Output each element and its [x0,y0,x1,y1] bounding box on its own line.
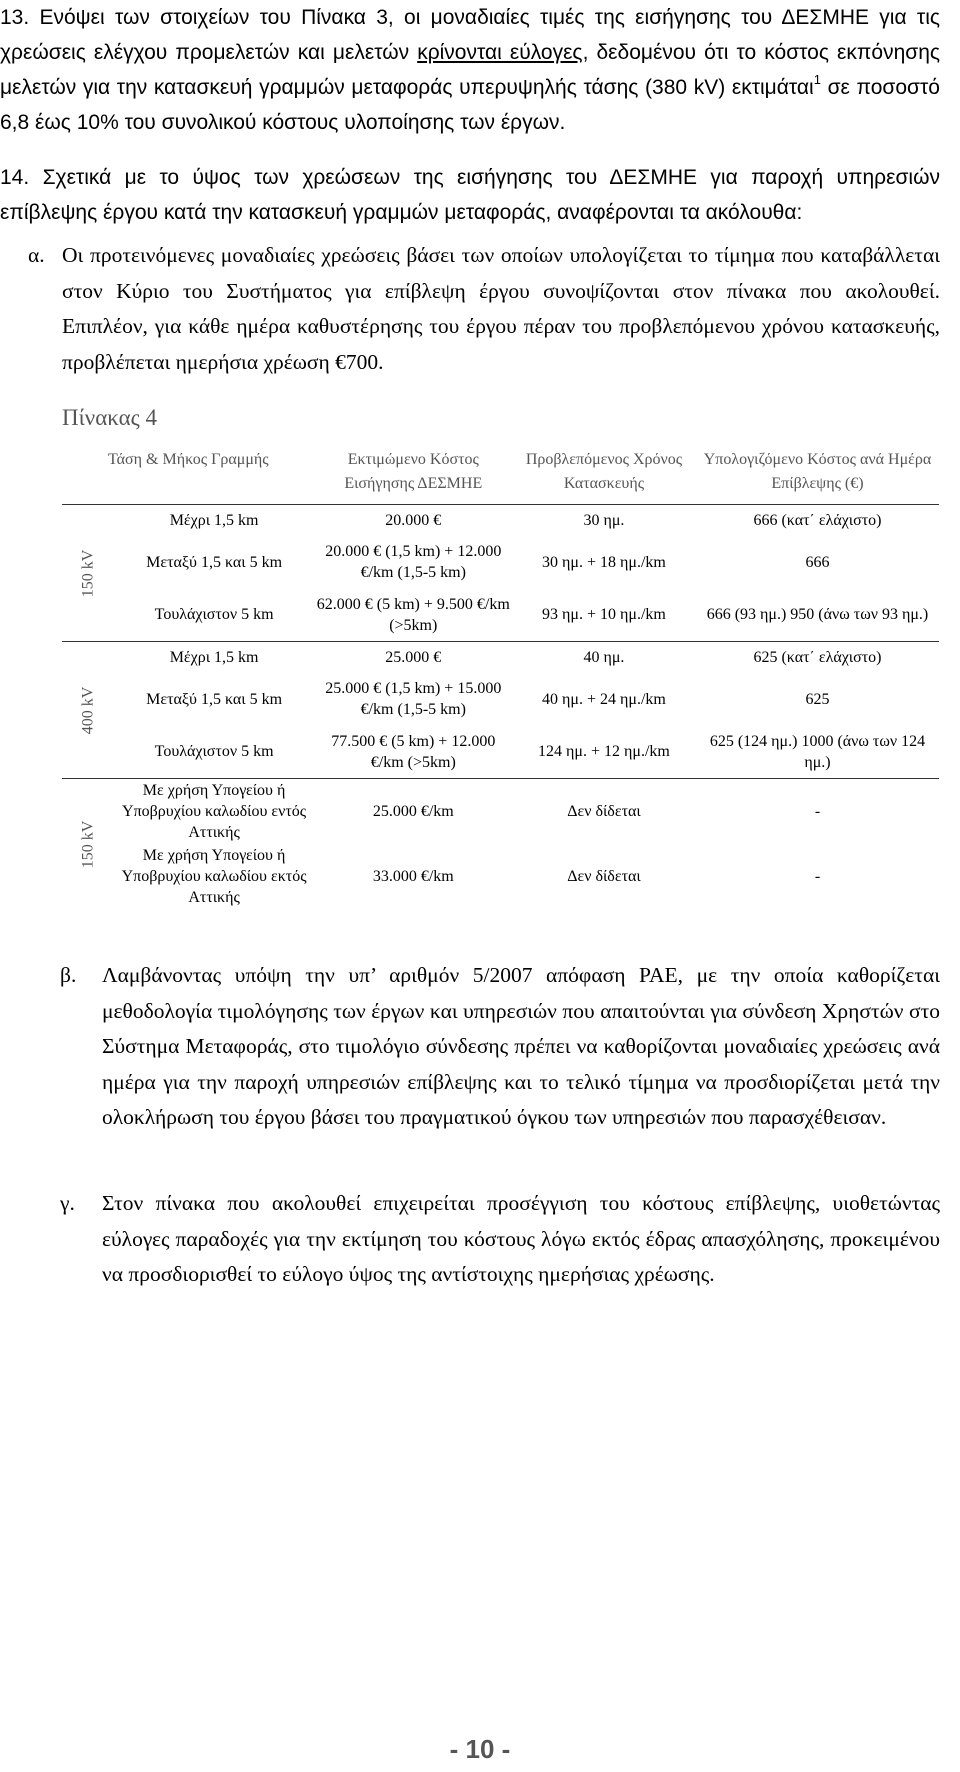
cost-cell: 20.000 € (1,5 km) + 12.000 €/km (1,5-5 km) [325,543,502,581]
paragraph-text-end: σε ποσοστό 6,8 έως 10% του συνολικού κόστους υλοποίησης των έργων. [0,76,940,134]
list-marker: β. [60,963,77,987]
cost-cell: 25.000 € [315,642,512,673]
voltage-cell [62,779,114,910]
paragraph-number: 13. [0,6,30,29]
daily-cost-cell: - [696,779,939,845]
cost-cell: 62.000 € (5 km) + 9.500 €/km (>5km) [316,595,510,634]
daily-cost-cell: - [814,868,821,885]
paragraph-a [28,238,940,380]
time-cell: 40 ημ. [512,642,696,673]
header-construction-time: Προβλεπόμενος Χρόνος Κατασκευής [525,451,683,492]
paragraph-text: Σχετικά με το ύψος των χρεώσεων της εισήγησης του ΔΕΣΜΗΕ για παροχή υπηρεσιών επίβλεψης έργου κατά την κατασκευή γραμμών μεταφοράς, αναφέρονται τα ακόλουθα: [0,166,940,224]
line-length-cell: Με χρήση Υπογείου ή Υποβρυχίου καλωδίου εντός Αττικής [114,779,315,845]
paragraph-b [60,958,940,1136]
time-cell: 30 ημ. [512,505,696,536]
header-line-voltage: Τάση & Μήκος Γραμμής [107,451,269,468]
table-row [62,844,939,909]
paragraph-text: Οι προτεινόμενες μοναδιαίες χρεώσεις βάσει των οποίων υπολογίζεται το τίμημα που καταβάλλεται στον Κύριο του Συστήματος για επίβλεψη έργου συνοψίζονται στον πίνακα που ακολουθεί. Επιπλέον, για κάθε ημέρα καθυστέρησης του έργου πέραν του προβλεπόμενου χρόνου κατασκευής, προβλέπεται ημερήσια χρέωση €700. [62,243,940,374]
line-length-cell: Με χρήση Υπογείου ή Υποβρυχίου καλωδίου εκτός Αττικής [121,847,307,906]
voltage-label: 150 kV [79,820,97,868]
time-cell: 30 ημ. + 18 ημ./km [542,553,666,571]
table-row [62,505,939,536]
time-cell: Δεν δίδεται [567,868,641,885]
time-cell: 93 ημ. + 10 ημ./km [542,606,666,624]
table-title: Πίνακας 4 [62,405,158,430]
line-length-cell: Μεταξύ 1,5 και 5 km [146,553,283,571]
paragraph-text: Ενόψει των στοιχείων του Πίνακα 3, οι μοναδιαίες τιμές της εισήγησης του ΔΕΣΜΗΕ για τις χρεώσεις ελέγχου προμελετών και μελετών [0,6,940,64]
voltage-label: 400 kV [79,686,97,734]
header-estimated-cost: Εκτιμώμενο Κόστος Εισήγησης ΔΕΣΜΗΕ [344,451,483,492]
table-row [62,779,939,845]
daily-cost-cell: 625 (124 ημ.) 1000 (άνω των 124 ημ.) [709,732,926,771]
paragraph-c [60,1186,940,1293]
paragraph-number: 14. [0,166,30,189]
daily-cost-cell: 625 [805,690,830,708]
line-length-cell: Μέχρι 1,5 km [114,505,315,536]
list-marker: α. [28,243,45,267]
daily-cost-cell: 625 (κατ΄ ελάχιστο) [696,642,939,673]
time-cell: 124 ημ. + 12 ημ./km [538,743,670,761]
cost-cell: 20.000 € [315,505,512,536]
cost-cell: 77.500 € (5 km) + 12.000 €/km (>5km) [331,732,496,771]
paragraph-14 [0,160,940,230]
time-cell: 40 ημ. + 24 ημ./km [542,690,666,708]
list-marker: γ. [60,1191,75,1215]
line-length-cell: Μεταξύ 1,5 και 5 km [146,690,283,708]
cost-cell: 25.000 € (1,5 km) + 15.000 €/km (1,5-5 km) [325,680,502,718]
paragraph-text: Στον πίνακα που ακολουθεί επιχειρείται προσέγγιση του κόστους επίβλεψης, υιοθετώντας εύλογες παραδοχές για την εκτίμηση του κόστους λόγω εκτός έδρας απασχόλησης, προκειμένου να προσδιορισθεί το εύλογο ύψος της αντίστοιχης ημερήσιας χρέωσης. [102,1191,940,1286]
voltage-label: 150 kV [79,549,97,597]
paragraph-text-cont: , δεδομένου ότι το κόστος εκπόνησης μελετών για την κατασκευή γραμμών μεταφοράς υπερυψηλής τάσης (380 kV) εκτιμάται [0,41,941,99]
line-length-cell: Τουλάχιστον 5 km [154,743,274,761]
voltage-cell [62,642,114,779]
table-header-row [62,444,939,505]
cost-cell: 25.000 €/km [315,779,512,845]
page-number: - 10 - [449,1734,511,1764]
time-cell: Δεν δίδεται [512,779,696,845]
voltage-cell [62,505,114,642]
table-row [62,673,939,726]
paragraph-13 [0,0,940,140]
paragraph-text: Λαμβάνοντας υπόψη την υπ’ αριθμόν 5/2007 απόφαση ΡΑΕ, με την οποία καθορίζεται μεθοδολογία τιμολόγησης των έργων και υπηρεσιών που απαιτούνται για σύνδεση Χρηστών στο Σύστημα Μεταφοράς, στο τιμολόγιο σύνδεσης πρέπει να καθορίζονται μοναδιαίες χρεώσεις ανά ημέρα για την παροχή υπηρεσιών επίβλεψης και το τελικό τίμημα να προσδιορίζεται μετά την ολοκλήρωση του έργου βάσει του πραγματικού όγκου των υπηρεσιών που παρασχέθεισαν. [102,963,940,1129]
cost-cell: 33.000 €/km [372,868,454,885]
header-daily-cost: Υπολογιζόμενο Κόστος ανά Ημέρα Επίβλεψης (€) [703,451,932,492]
line-length-cell: Τουλάχιστον 5 km [154,606,274,624]
table-row [62,726,939,779]
table-row [62,536,939,589]
supervision-rates-table [62,444,939,909]
footnote-ref[interactable]: 1 [813,72,821,87]
table-row [62,642,939,673]
line-length-cell: Μέχρι 1,5 km [114,642,315,673]
table-row [62,589,939,642]
daily-cost-cell: 666 [805,553,830,571]
daily-cost-cell: 666 (93 ημ.) 950 (άνω των 93 ημ.) [706,606,929,624]
daily-cost-cell: 666 (κατ΄ ελάχιστο) [696,505,939,536]
underlined-phrase: κρίνονται εύλογες [417,41,583,64]
